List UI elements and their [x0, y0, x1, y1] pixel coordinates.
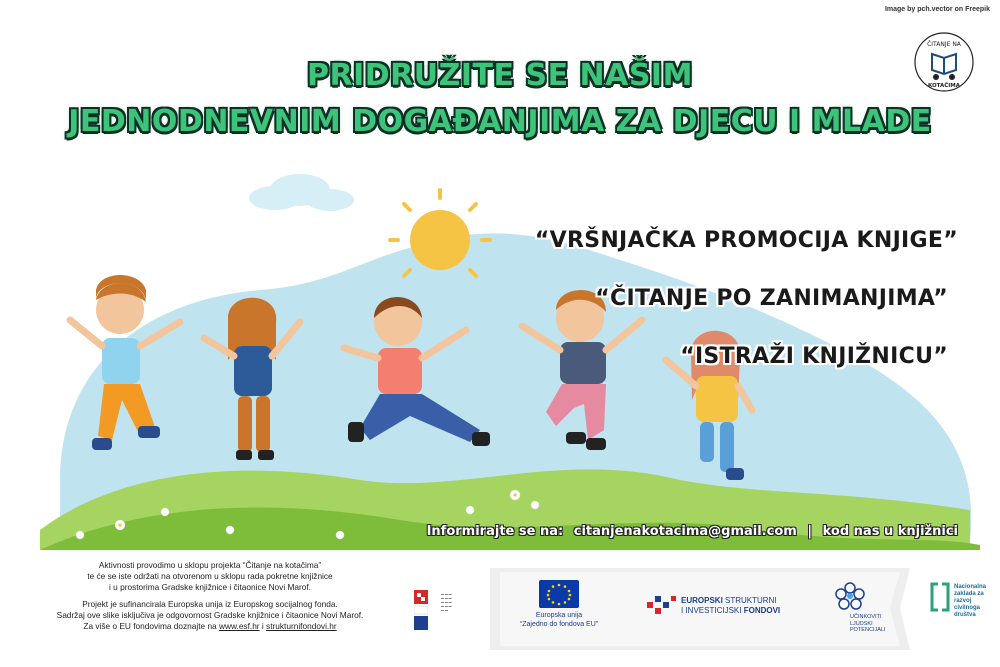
footer-paragraph-1 — [18, 560, 402, 593]
bracket-icon — [930, 582, 950, 612]
ulj-line-3: POTENCIJALI — [850, 627, 886, 633]
nacionalna-zaklada-logo — [930, 582, 996, 642]
footer — [0, 550, 1000, 667]
logo-text-top: ČITANJE NA — [927, 41, 961, 48]
footer-and: i — [261, 621, 264, 631]
footer-p2-line-3: Za više o EU fondovima doznajte na — [83, 621, 217, 631]
contact-label: Informirajte se na: — [426, 524, 564, 539]
nz-line-2: zaklada za — [954, 591, 984, 597]
contact-info — [427, 524, 964, 539]
nz-line-5: društva — [954, 612, 976, 618]
event-title-3: “ISTRAŽI KNJIŽNICU” — [680, 344, 948, 369]
nacionalna-zaklada-text — [954, 584, 986, 619]
footer-p1-line-3: i u prostorima Gradske knjižnice i čitaonice Novi Marof. — [109, 582, 311, 592]
esi-line-2: I INVESTICIJSKI — [681, 606, 742, 615]
strukturnifondovi-link[interactable]: strukturnifondovi.hr — [266, 621, 337, 631]
headline — [0, 56, 1000, 142]
footer-text — [18, 560, 402, 638]
government-text-block: ▬ ▬ ▬ ▬ ▬ ▬ ▬ ▬ ▬ ▬ ▬ ▬ ▬ ▬ — [441, 592, 452, 612]
nz-line-1: Nacionalna — [954, 584, 987, 590]
ulj-text — [850, 614, 885, 634]
cloud — [249, 174, 354, 211]
image-credit: Image by pch.vector on Freepik — [884, 6, 990, 13]
eu-logo — [507, 580, 611, 640]
esi-line-2-bold: FONDOVI — [743, 606, 781, 615]
footer-p1-line-2: te će se iste održati na otvorenom u sklopu rada pokretne knjižnice — [87, 571, 333, 581]
eu-caption-line-1: Europska unija — [535, 612, 583, 619]
esi-squares-icon — [645, 590, 679, 620]
ulj-potencijali-logo — [830, 578, 910, 638]
esi-line-1-bold: EUROPSKI — [681, 596, 723, 605]
contact-email[interactable]: citanjenakotacima@gmail.com — [573, 524, 797, 539]
logo-text-bottom: KOTAČIMA — [927, 83, 961, 89]
footer-p2-line-1: Projekt je sufinancirala Europska unija iz Europskog socijalnog fonda. — [82, 599, 338, 609]
contact-place: kod nas u knjižnici — [822, 524, 958, 539]
esi-line-1-rest: STRUKTURNI — [725, 596, 777, 605]
ulj-line-1: UČINKOVITI — [850, 614, 882, 620]
headline-line-2: JEDNODNEVNIM DOGAĐANJIMA ZA DJECU I MLADE — [68, 104, 932, 139]
event-title-2: “ČITANJE PO ZANIMANJIMA” — [595, 286, 948, 311]
flower-icon — [830, 578, 870, 618]
footer-p1-line-1: Aktivnosti provodimo u sklopu projekta “Čitanje na kotačima” — [98, 560, 322, 570]
footer-paragraph-2 — [18, 599, 402, 632]
esi-funds-logo — [645, 590, 795, 640]
nz-line-3: razvoj — [954, 598, 972, 604]
esi-funds-text — [681, 596, 780, 616]
contact-separator: | — [807, 524, 813, 539]
eu-caption-line-2: “Zajedno do fondova EU” — [519, 621, 599, 628]
ulj-line-2: LJUDSKI — [850, 620, 873, 627]
headline-line-1: PRIDRUŽITE SE NAŠIM — [307, 58, 693, 93]
eu-flag-icon — [539, 580, 579, 608]
nz-line-4: civilnoga — [954, 605, 981, 611]
esf-link[interactable]: www.esf.hr — [219, 621, 260, 631]
eu-caption — [507, 611, 611, 629]
croatian-government-logo — [414, 590, 428, 630]
footer-p2-line-2: Sadržaj ove slike isključiva je odgovornost Gradske knjižnice i čitaonice Novi Marof. — [56, 610, 364, 620]
event-title-1: “VRŠNJAČKA PROMOCIJA KNJIGE” — [534, 228, 958, 253]
